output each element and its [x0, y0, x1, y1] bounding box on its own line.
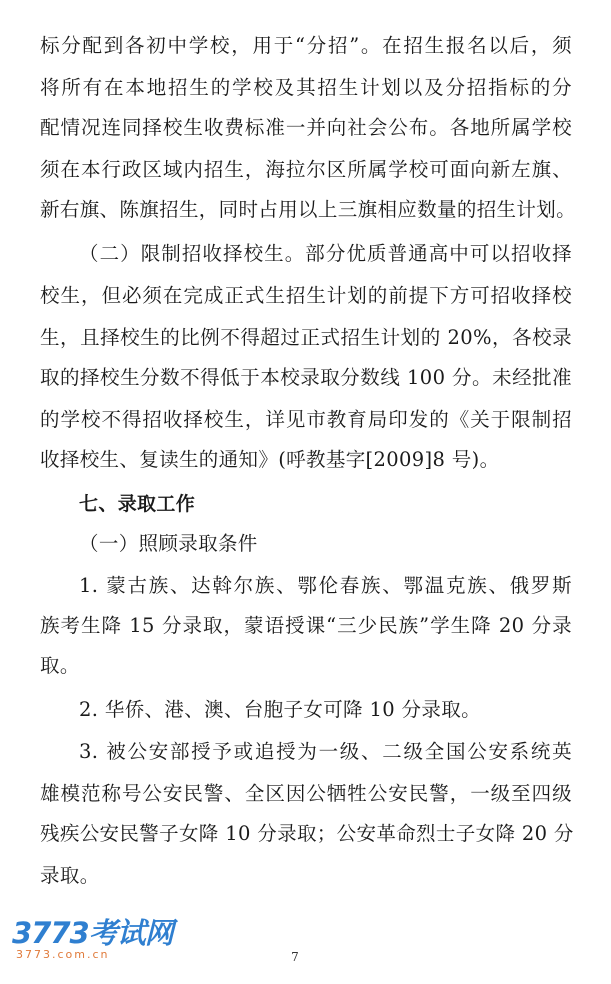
paragraph-line: 标分配到各初中学校，用于“分招”。在招生报名以后，须 [40, 34, 572, 57]
paragraph-line: 将所有在本地招生的学校及其招生计划以及分招指标的分 [40, 76, 572, 99]
paragraph-line: 收择校生、复读生的通知》(呼教基字[2009]8 号)。 [40, 448, 500, 471]
section-heading: 七、录取工作 [79, 493, 196, 515]
paragraph-line: 校生，但必须在完成正式生招生计划的前提下方可招收择校 [40, 284, 572, 307]
paragraph-line: 残疾公安民警子女降 10 分录取；公安革命烈士子女降 20 分 [40, 822, 574, 845]
paragraph-line: 配情况连同择校生收费标准一并向社会公布。各地所属学校 [40, 116, 572, 139]
paragraph-line: 须在本行政区域内招生，海拉尔区所属学校可面向新左旗、 [40, 158, 572, 181]
watermark-logo-text: 3773考试网 [12, 916, 173, 950]
watermark-logo [12, 918, 173, 962]
section-paragraph-start: （二）限制招收择校生。部分优质普通高中可以招收择 [79, 242, 572, 265]
paragraph-line: 的学校不得招收择校生，详见市教育局印发的《关于限制招 [40, 408, 572, 431]
paragraph-line: 雄模范称号公安民警、全区因公牺牲公安民警，一级至四级 [40, 782, 572, 805]
paragraph-line: 取。 [40, 654, 80, 677]
paragraph-line: 录取。 [40, 864, 100, 887]
list-item-3: 3. 被公安部授予或追授为一级、二级全国公安系统英 [79, 740, 572, 763]
list-item-1: 1. 蒙古族、达斡尔族、鄂伦春族、鄂温克族、俄罗斯 [79, 574, 572, 597]
page-number: 7 [291, 950, 299, 964]
watermark-url: 3773.com.cn [16, 948, 110, 961]
paragraph-line: 新右旗、陈旗招生，同时占用以上三旗相应数量的招生计划。 [40, 198, 576, 221]
subsection-heading: （一）照顾录取条件 [79, 532, 258, 555]
list-item-2: 2. 华侨、港、澳、台胞子女可降 10 分录取。 [79, 698, 481, 721]
paragraph-line: 生，且择校生的比例不得超过正式招生计划的 20%，各校录 [40, 326, 572, 349]
paragraph-line: 族考生降 15 分录取，蒙语授课“三少民族”学生降 20 分录 [40, 614, 572, 637]
paragraph-line: 取的择校生分数不得低于本校录取分数线 100 分。未经批准 [40, 366, 572, 389]
